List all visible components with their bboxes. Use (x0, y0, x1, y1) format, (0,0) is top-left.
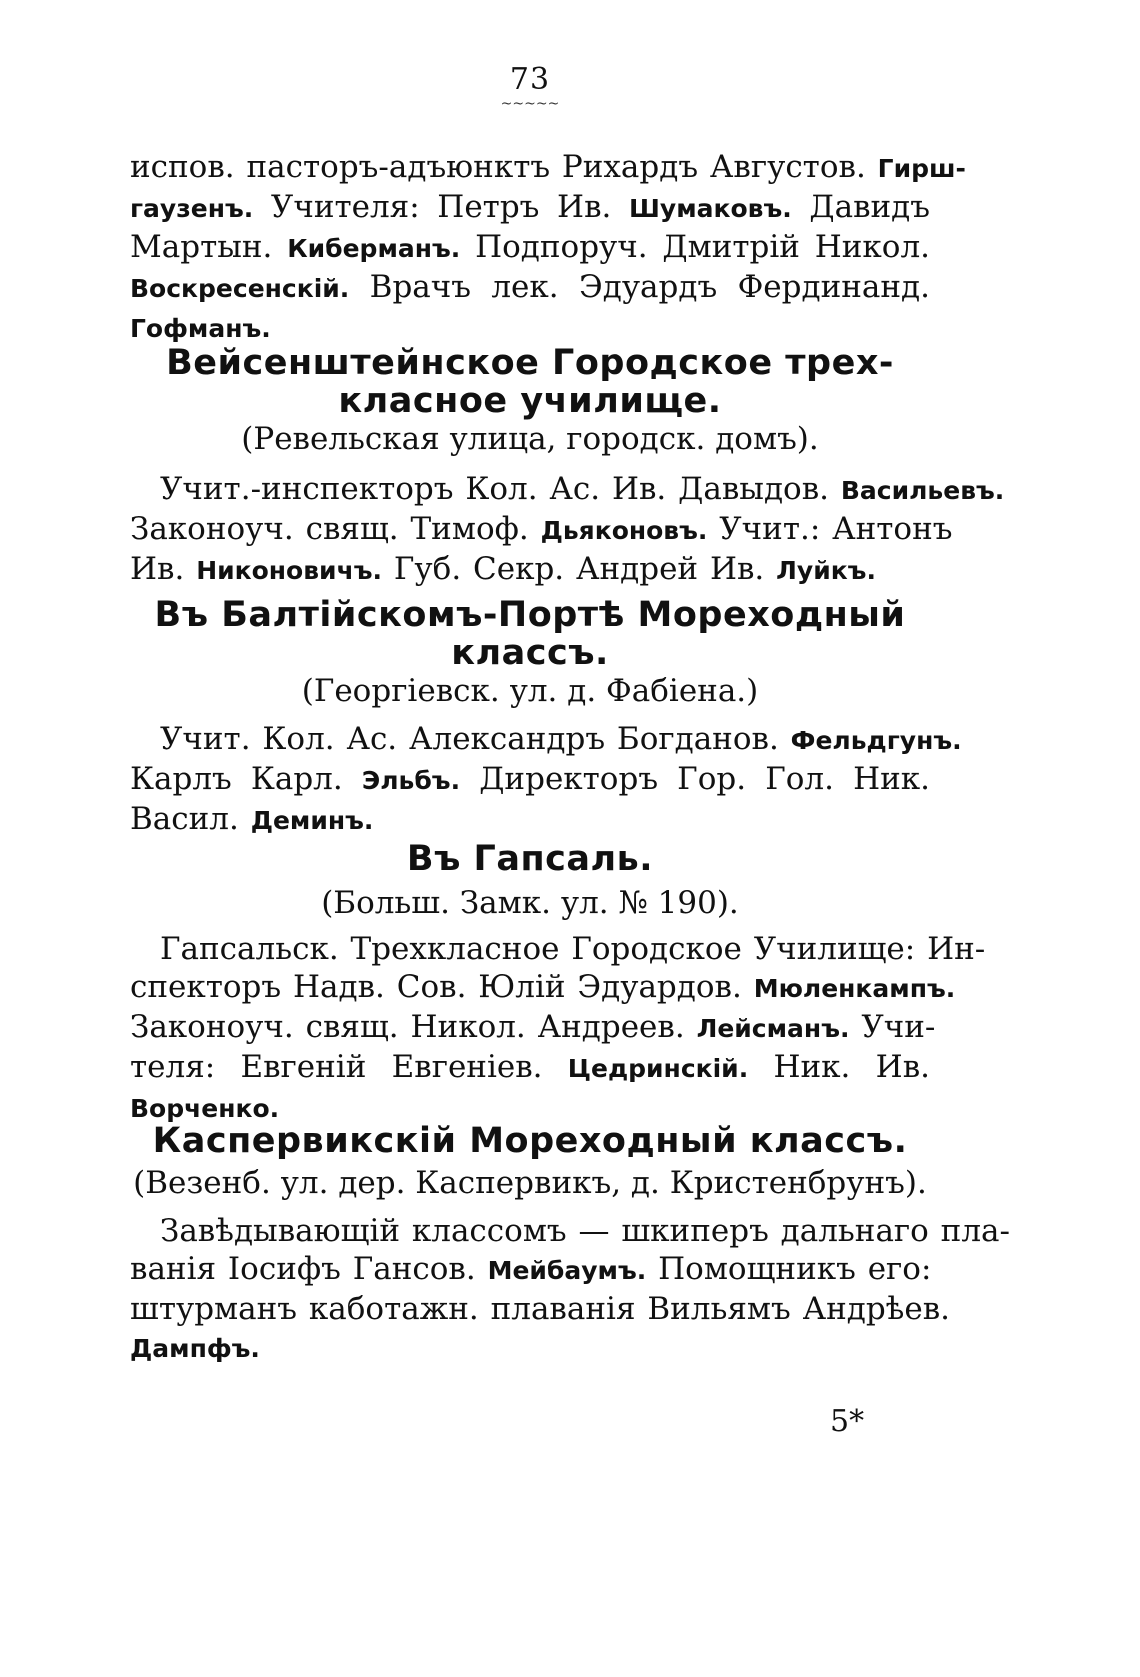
paragraph-line: Карлъ Карл. Эльбъ. Директоръ Гор. Гол. Ник. (130, 761, 930, 797)
paragraph-line: Завѣдывающій классомъ — шкиперъ дальнаго пла- (160, 1213, 1010, 1249)
section-heading-weissenstein: Вейсенштейнское Городское трех- класное училище. (166, 343, 894, 421)
continuation-paragraph (130, 148, 966, 348)
section-address: (Больш. Замк. ул. № 190). (321, 885, 739, 921)
paragraph-line: Ив. Никоновичъ. Губ. Секр. Андрей Ив. Луйкъ. (130, 551, 876, 587)
paragraph-line: Мартын. Киберманъ. Подпоруч. Дмитрій Никол. (130, 229, 931, 265)
section-address: (Ревельская улица, городск. домъ). (241, 421, 819, 457)
section-paragraph (130, 1212, 1010, 1368)
signature-mark: 5* (830, 1404, 865, 1439)
section-heading-hapsal: Въ Гапсаль. (406, 839, 654, 879)
paragraph-line: испов. пасторъ-адъюнктъ Рихардъ Августов. Гирш- (130, 149, 966, 185)
paragraph-line: Воскресенскій. Врачъ лек. Эдуардъ Фердинанд. (130, 269, 930, 305)
paragraph-line: Гофманъ. (130, 314, 271, 343)
paragraph-line: Ворченко. (130, 1094, 280, 1123)
paragraph-line: Дампфъ. (130, 1334, 260, 1363)
section-address: (Георгіевск. ул. д. Фабіена.) (301, 673, 759, 709)
section-address: (Везенб. ул. дер. Каспервикъ, д. Кристенбрунъ). (133, 1165, 927, 1201)
page-number-ornament: ~~~~~ (500, 96, 560, 112)
paragraph-line: Гапсальск. Трехкласное Городское Училище: Ин- (160, 931, 986, 967)
paragraph-line: Учит.-инспекторъ Кол. Ас. Ив. Давыдов. Васильевъ. (160, 471, 1005, 507)
section-paragraph (130, 930, 986, 1128)
paragraph-line: Законоуч. свящ. Никол. Андреев. Лейсманъ. Учи- (130, 1009, 936, 1045)
section-heading-kaspervik: Каспервикскій Мореходный классъ. (152, 1121, 908, 1161)
section-paragraph (130, 720, 962, 840)
paragraph-line: штурманъ каботажн. плаванія Вильямъ Андрѣев. (130, 1291, 951, 1327)
book-page (130, 0, 1010, 1677)
paragraph-line: Васил. Деминъ. (130, 801, 374, 837)
paragraph-line: ванія Іосифъ Гансов. Мейбаумъ. Помощникъ его: (130, 1251, 932, 1287)
section-paragraph (130, 470, 1005, 590)
paragraph-line: спекторъ Надв. Сов. Юлій Эдуардов. Мюленкампъ. (130, 969, 956, 1005)
paragraph-line: теля: Евгеній Евгеніев. Цедринскій. Ник. Ив. (130, 1049, 930, 1085)
paragraph-line: гаузенъ. Учителя: Петръ Ив. Шумаковъ. Давидъ (130, 189, 930, 225)
paragraph-line: Законоуч. свящ. Тимоф. Дьяконовъ. Учит.: Антонъ (130, 511, 953, 547)
section-heading-baltic-port: Въ Балтійскомъ-Портѣ Мореходный классъ. (154, 595, 906, 673)
page-number: 73 (509, 62, 551, 97)
paragraph-line: Учит. Кол. Ас. Александръ Богданов. Фельдгунъ. (160, 721, 962, 757)
